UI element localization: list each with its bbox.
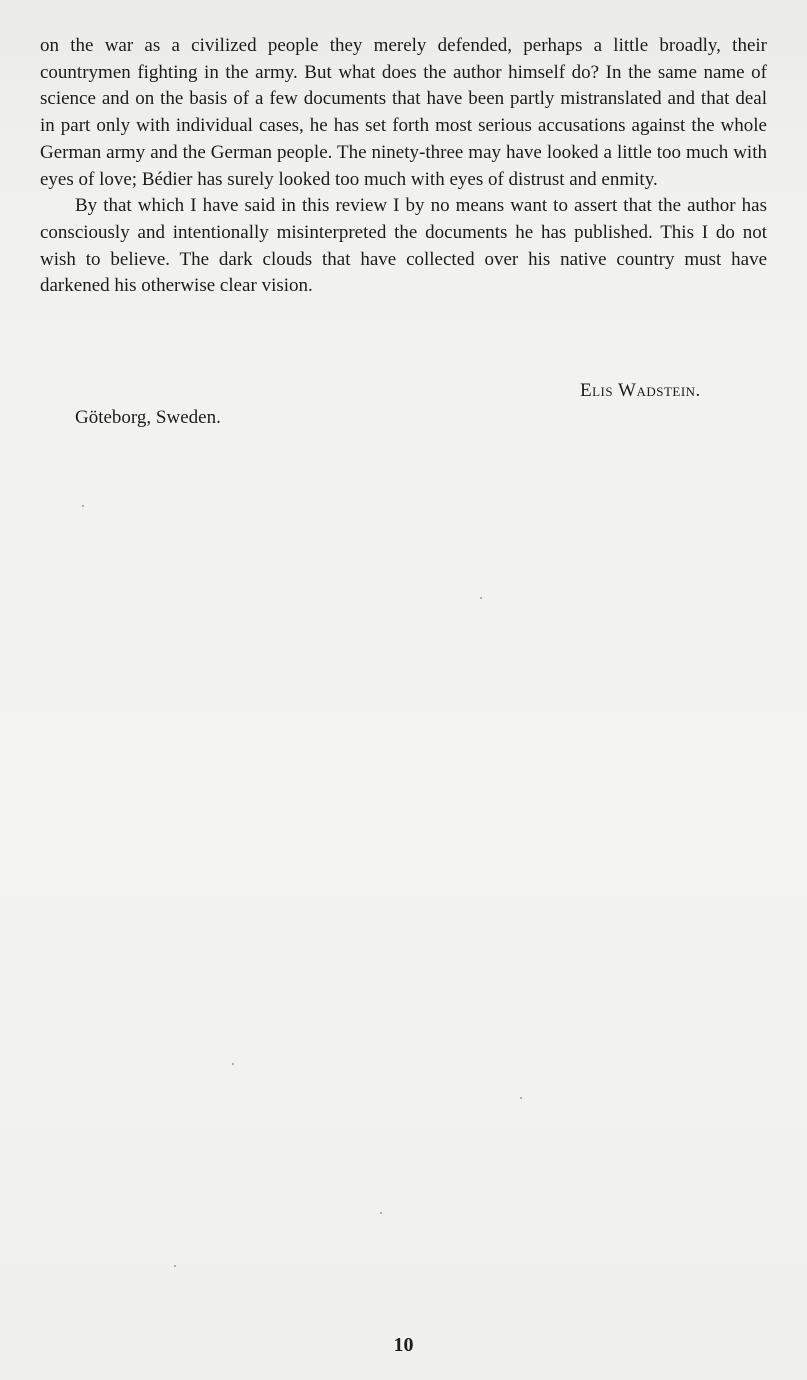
paper-speck — [82, 505, 84, 507]
paper-speck — [480, 597, 482, 599]
page-number: 10 — [393, 1334, 414, 1356]
author-location: Göteborg, Sweden. — [75, 407, 221, 428]
paper-speck — [232, 1063, 234, 1065]
paper-speck — [174, 1265, 176, 1267]
author-signature: Elis Wadstein. — [580, 380, 701, 401]
paper-speck — [380, 1212, 382, 1214]
body-text — [40, 33, 767, 300]
paragraph-continued: on the war as a civilized people they merely defended, perhaps a little broadly, their countrymen fighting in the army. But what does the author himself do? In the same name of science and on the basis of a few documents that have been partly mistranslated and that deal in part only with individual cases, he has set forth most serious accusations against the whole German army and the German people. The ninety-three may have looked a little too much with eyes of love; Bédier has surely looked too much with eyes of distrust and enmity. — [40, 35, 767, 190]
paragraph-conclusion: By that which I have said in this review I by no means want to assert that the author has consciously and intentionally misinterpreted the documents he has published. This I do not wish to believe. The dark clouds that have collected over his native country must have darkened his otherwise clear vision. — [40, 195, 767, 297]
paper-speck — [520, 1097, 522, 1099]
